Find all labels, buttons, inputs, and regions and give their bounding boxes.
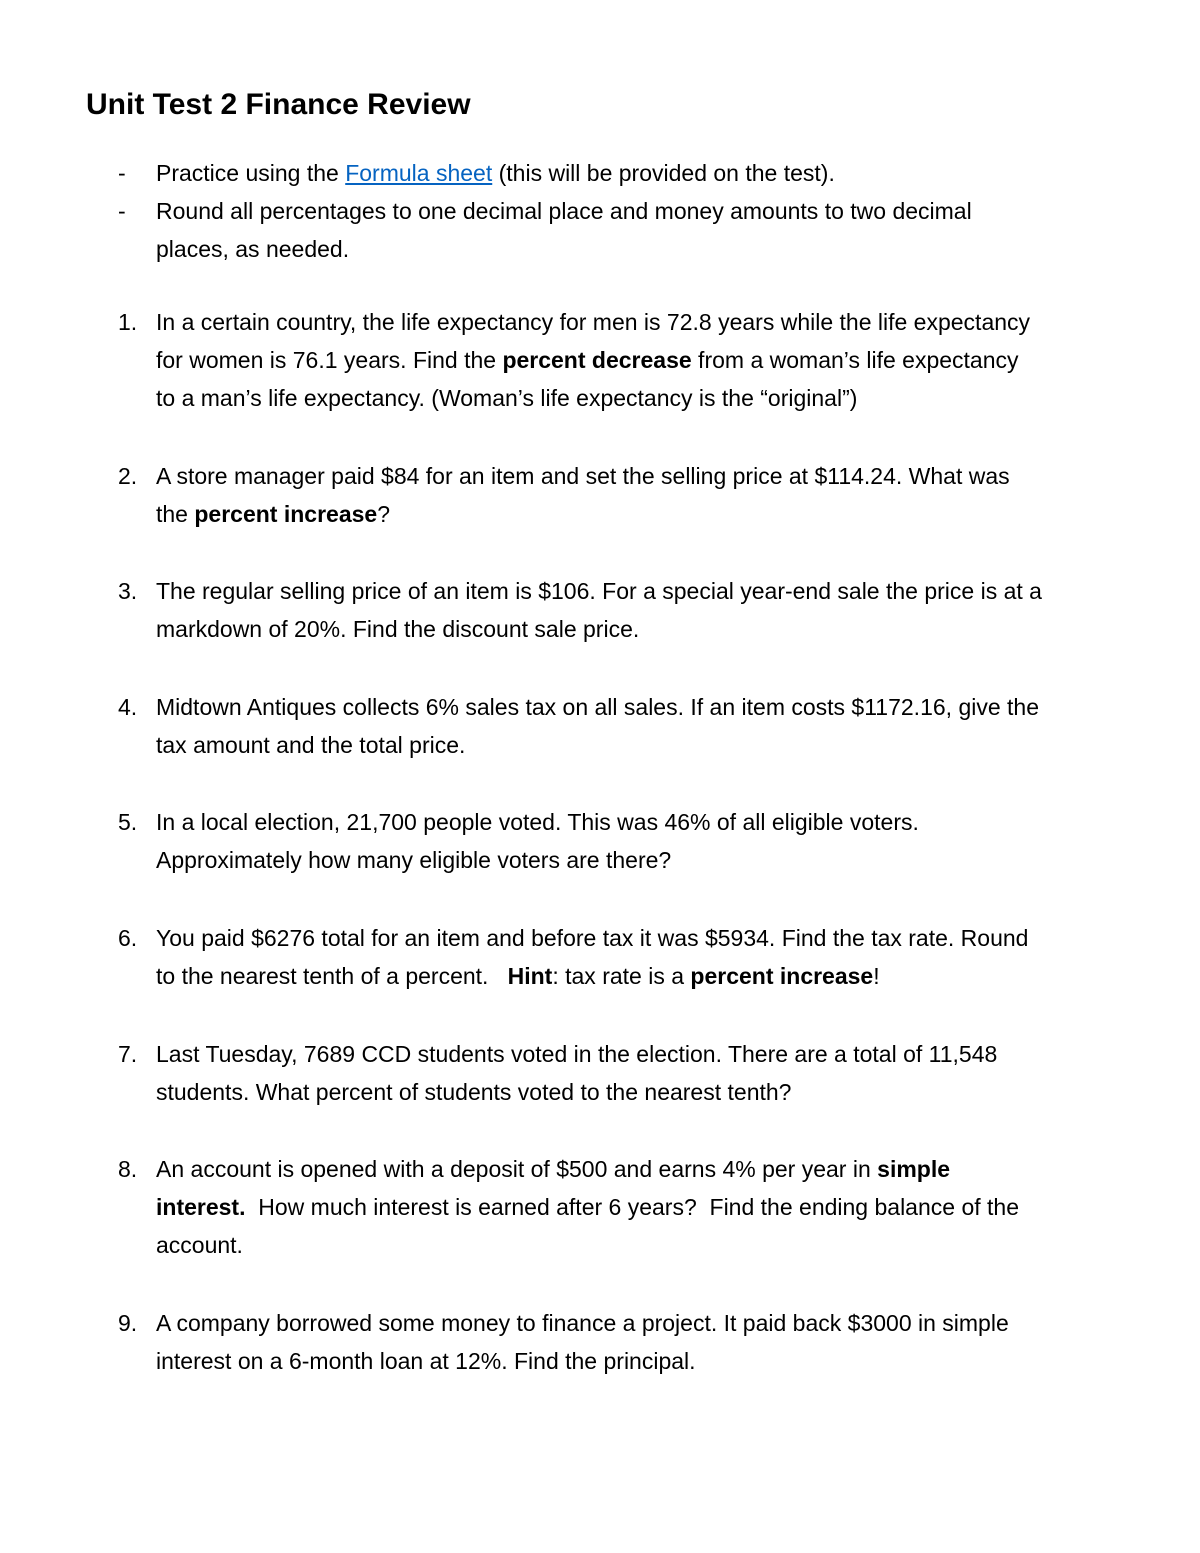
problem-2-line-1: A store manager paid $84 for an item and set the selling price at $114.24. What was bbox=[156, 463, 1010, 489]
bold-term: Hint bbox=[507, 963, 553, 989]
problem-6-line-2 bbox=[156, 957, 880, 995]
formula-sheet-link[interactable]: Formula sheet bbox=[345, 160, 493, 186]
bullet-dash: - bbox=[118, 160, 126, 186]
bullet-rounding-line-2: places, as needed. bbox=[156, 236, 350, 262]
bullet-text: (this will be provided on the test). bbox=[492, 160, 835, 186]
problem-text: An account is opened with a deposit of $500 and earns 4% per year in bbox=[156, 1156, 878, 1182]
problem-5-line-1: In a local election, 21,700 people voted. This was 46% of all eligible voters. bbox=[156, 809, 919, 835]
problem-4-line-2: tax amount and the total price. bbox=[156, 732, 466, 758]
problem-9-line-1: A company borrowed some money to finance a project. It paid back $3000 in simple bbox=[156, 1310, 1009, 1336]
problem-text: for women is 76.1 years. Find the bbox=[156, 347, 503, 373]
bold-term: simple bbox=[877, 1156, 951, 1182]
problem-9-line-2: interest on a 6-month loan at 12%. Find the principal. bbox=[156, 1348, 696, 1374]
problem-4-line-1: Midtown Antiques collects 6% sales tax on all sales. If an item costs $1172.16, give the bbox=[156, 694, 1039, 720]
problem-number: 8. bbox=[118, 1156, 138, 1182]
problem-number: 2. bbox=[118, 463, 138, 489]
problem-number: 7. bbox=[118, 1041, 138, 1067]
problem-1-line-1: In a certain country, the life expectancy for men is 72.8 years while the life expectancy bbox=[156, 309, 1031, 335]
problem-text: the bbox=[156, 501, 195, 527]
problem-number: 6. bbox=[118, 925, 138, 951]
problem-5-line-2: Approximately how many eligible voters are there? bbox=[156, 847, 672, 873]
problem-2-line-2 bbox=[156, 495, 390, 533]
problem-8-line-2 bbox=[156, 1188, 1019, 1226]
bold-term: percent decrease bbox=[502, 347, 692, 373]
problem-1-line-3: to a man’s life expectancy. (Woman’s life expectancy is the “original”) bbox=[156, 385, 858, 411]
bullet-rounding-line-1: Round all percentages to one decimal place and money amounts to two decimal bbox=[156, 198, 972, 224]
bullet-formula-sheet bbox=[156, 154, 835, 192]
problem-text: ! bbox=[873, 963, 880, 989]
bold-term: percent increase bbox=[690, 963, 874, 989]
problem-number: 1. bbox=[118, 309, 138, 335]
problem-1-line-2 bbox=[156, 341, 1019, 379]
bold-term: percent increase bbox=[194, 501, 378, 527]
page-title: Unit Test 2 Finance Review bbox=[86, 88, 471, 121]
problem-8-line-1 bbox=[156, 1150, 950, 1188]
problem-text: ? bbox=[377, 501, 390, 527]
problem-7-line-1: Last Tuesday, 7689 CCD students voted in the election. There are a total of 11,548 bbox=[156, 1041, 998, 1067]
problem-text: to the nearest tenth of a percent. bbox=[156, 963, 508, 989]
problem-8-line-3: account. bbox=[156, 1232, 243, 1258]
bullet-dash: - bbox=[118, 198, 126, 224]
problem-text: How much interest is earned after 6 years? Find the ending balance of the bbox=[245, 1194, 1019, 1220]
problem-3-line-1: The regular selling price of an item is $106. For a special year-end sale the price is at a bbox=[156, 578, 1042, 604]
problem-number: 4. bbox=[118, 694, 138, 720]
problem-3-line-2: markdown of 20%. Find the discount sale price. bbox=[156, 616, 640, 642]
problem-number: 3. bbox=[118, 578, 138, 604]
problem-7-line-2: students. What percent of students voted to the nearest tenth? bbox=[156, 1079, 792, 1105]
problem-number: 5. bbox=[118, 809, 138, 835]
problem-text: : tax rate is a bbox=[552, 963, 691, 989]
bold-term: interest. bbox=[156, 1194, 246, 1220]
problem-number: 9. bbox=[118, 1310, 138, 1336]
problem-text: from a woman’s life expectancy bbox=[691, 347, 1019, 373]
problem-6-line-1: You paid $6276 total for an item and before tax it was $5934. Find the tax rate. Round bbox=[156, 925, 1029, 951]
bullet-text: Practice using the bbox=[156, 160, 346, 186]
